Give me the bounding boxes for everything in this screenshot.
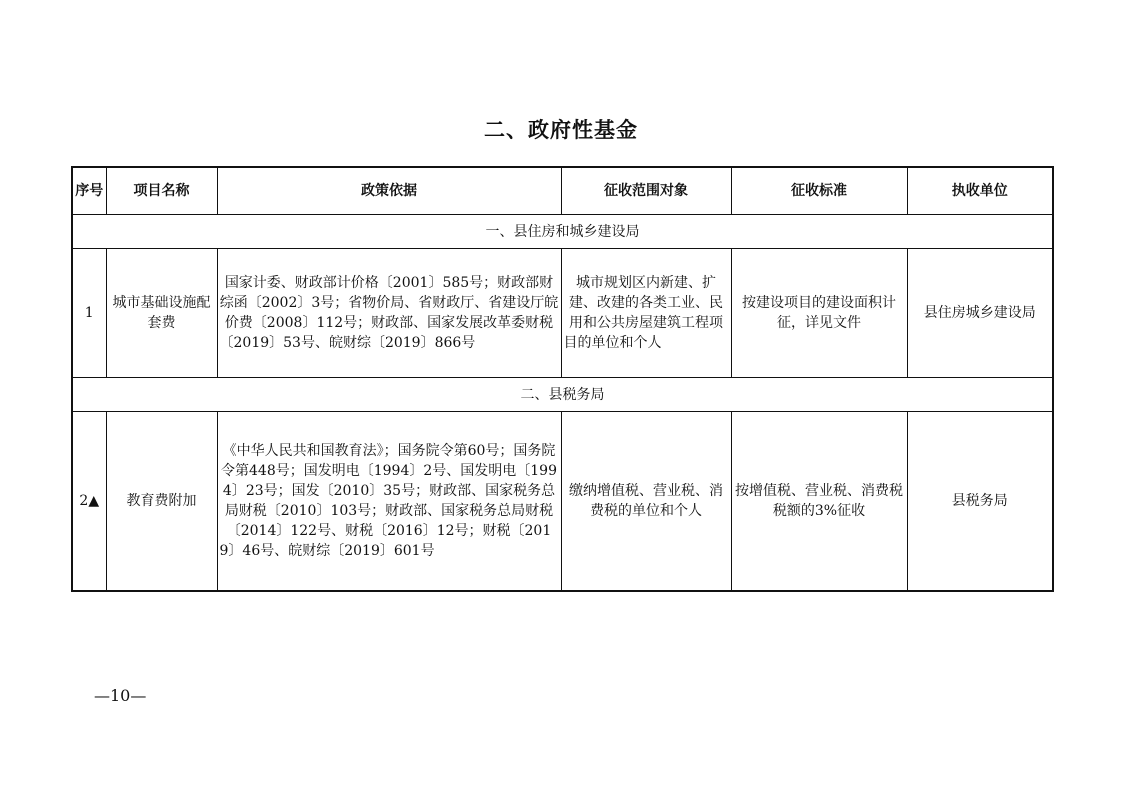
row-name: 城市基础设施配套费: [106, 249, 217, 378]
page-title: 二、政府性基金: [484, 118, 638, 142]
government-fund-table: [71, 166, 1054, 592]
row-standard: 按建设项目的建设面积计征，详见文件: [731, 249, 907, 378]
section-title: 一、县住房和城乡建设局: [72, 215, 1053, 249]
header-scope: 征收范围对象: [561, 167, 731, 215]
row-basis: 国家计委、财政部计价格〔2001〕585号；财政部财综函〔2002〕3号；省物价局、省财政厅、省建设厅皖价费〔2008〕112号；财政部、国家发展改革委财税〔2019〕53号、皖财综〔2019〕866号: [217, 249, 561, 378]
row-standard: 按增值税、营业税、消费税税额的3%征收: [731, 412, 907, 592]
table-row: [72, 412, 1053, 592]
header-basis: 政策依据: [217, 167, 561, 215]
row-unit: 县税务局: [907, 412, 1053, 592]
section-title: 二、县税务局: [72, 378, 1053, 412]
header-name: 项目名称: [106, 167, 217, 215]
page-number: —10—: [94, 686, 147, 705]
row-basis: 《中华人民共和国教育法》；国务院令第60号；国务院令第448号；国发明电〔1994〕2号、国发明电〔1994〕23号；国发〔2010〕35号；财政部、国家税务总局财税〔2010〕103号；财政部、国家税务总局财税〔2014〕122号、财税〔2016〕12号；财税〔2019〕46号、皖财综〔2019〕601号: [217, 412, 561, 592]
header-unit: 执收单位: [907, 167, 1053, 215]
header-seq: 序号: [72, 167, 106, 215]
header-standard: 征收标准: [731, 167, 907, 215]
row-seq: 2▲: [72, 412, 106, 592]
row-unit: 县住房城乡建设局: [907, 249, 1053, 378]
row-scope: 缴纳增值税、营业税、消费税的单位和个人: [561, 412, 731, 592]
row-name: 教育费附加: [106, 412, 217, 592]
row-seq: 1: [72, 249, 106, 378]
table-row: [72, 249, 1053, 378]
section-row: [72, 215, 1053, 249]
section-row: [72, 378, 1053, 412]
row-scope: 城市规划区内新建、扩建、改建的各类工业、民用和公共房屋建筑工程项目的单位和个人: [561, 249, 731, 378]
table-header-row: [72, 167, 1053, 215]
